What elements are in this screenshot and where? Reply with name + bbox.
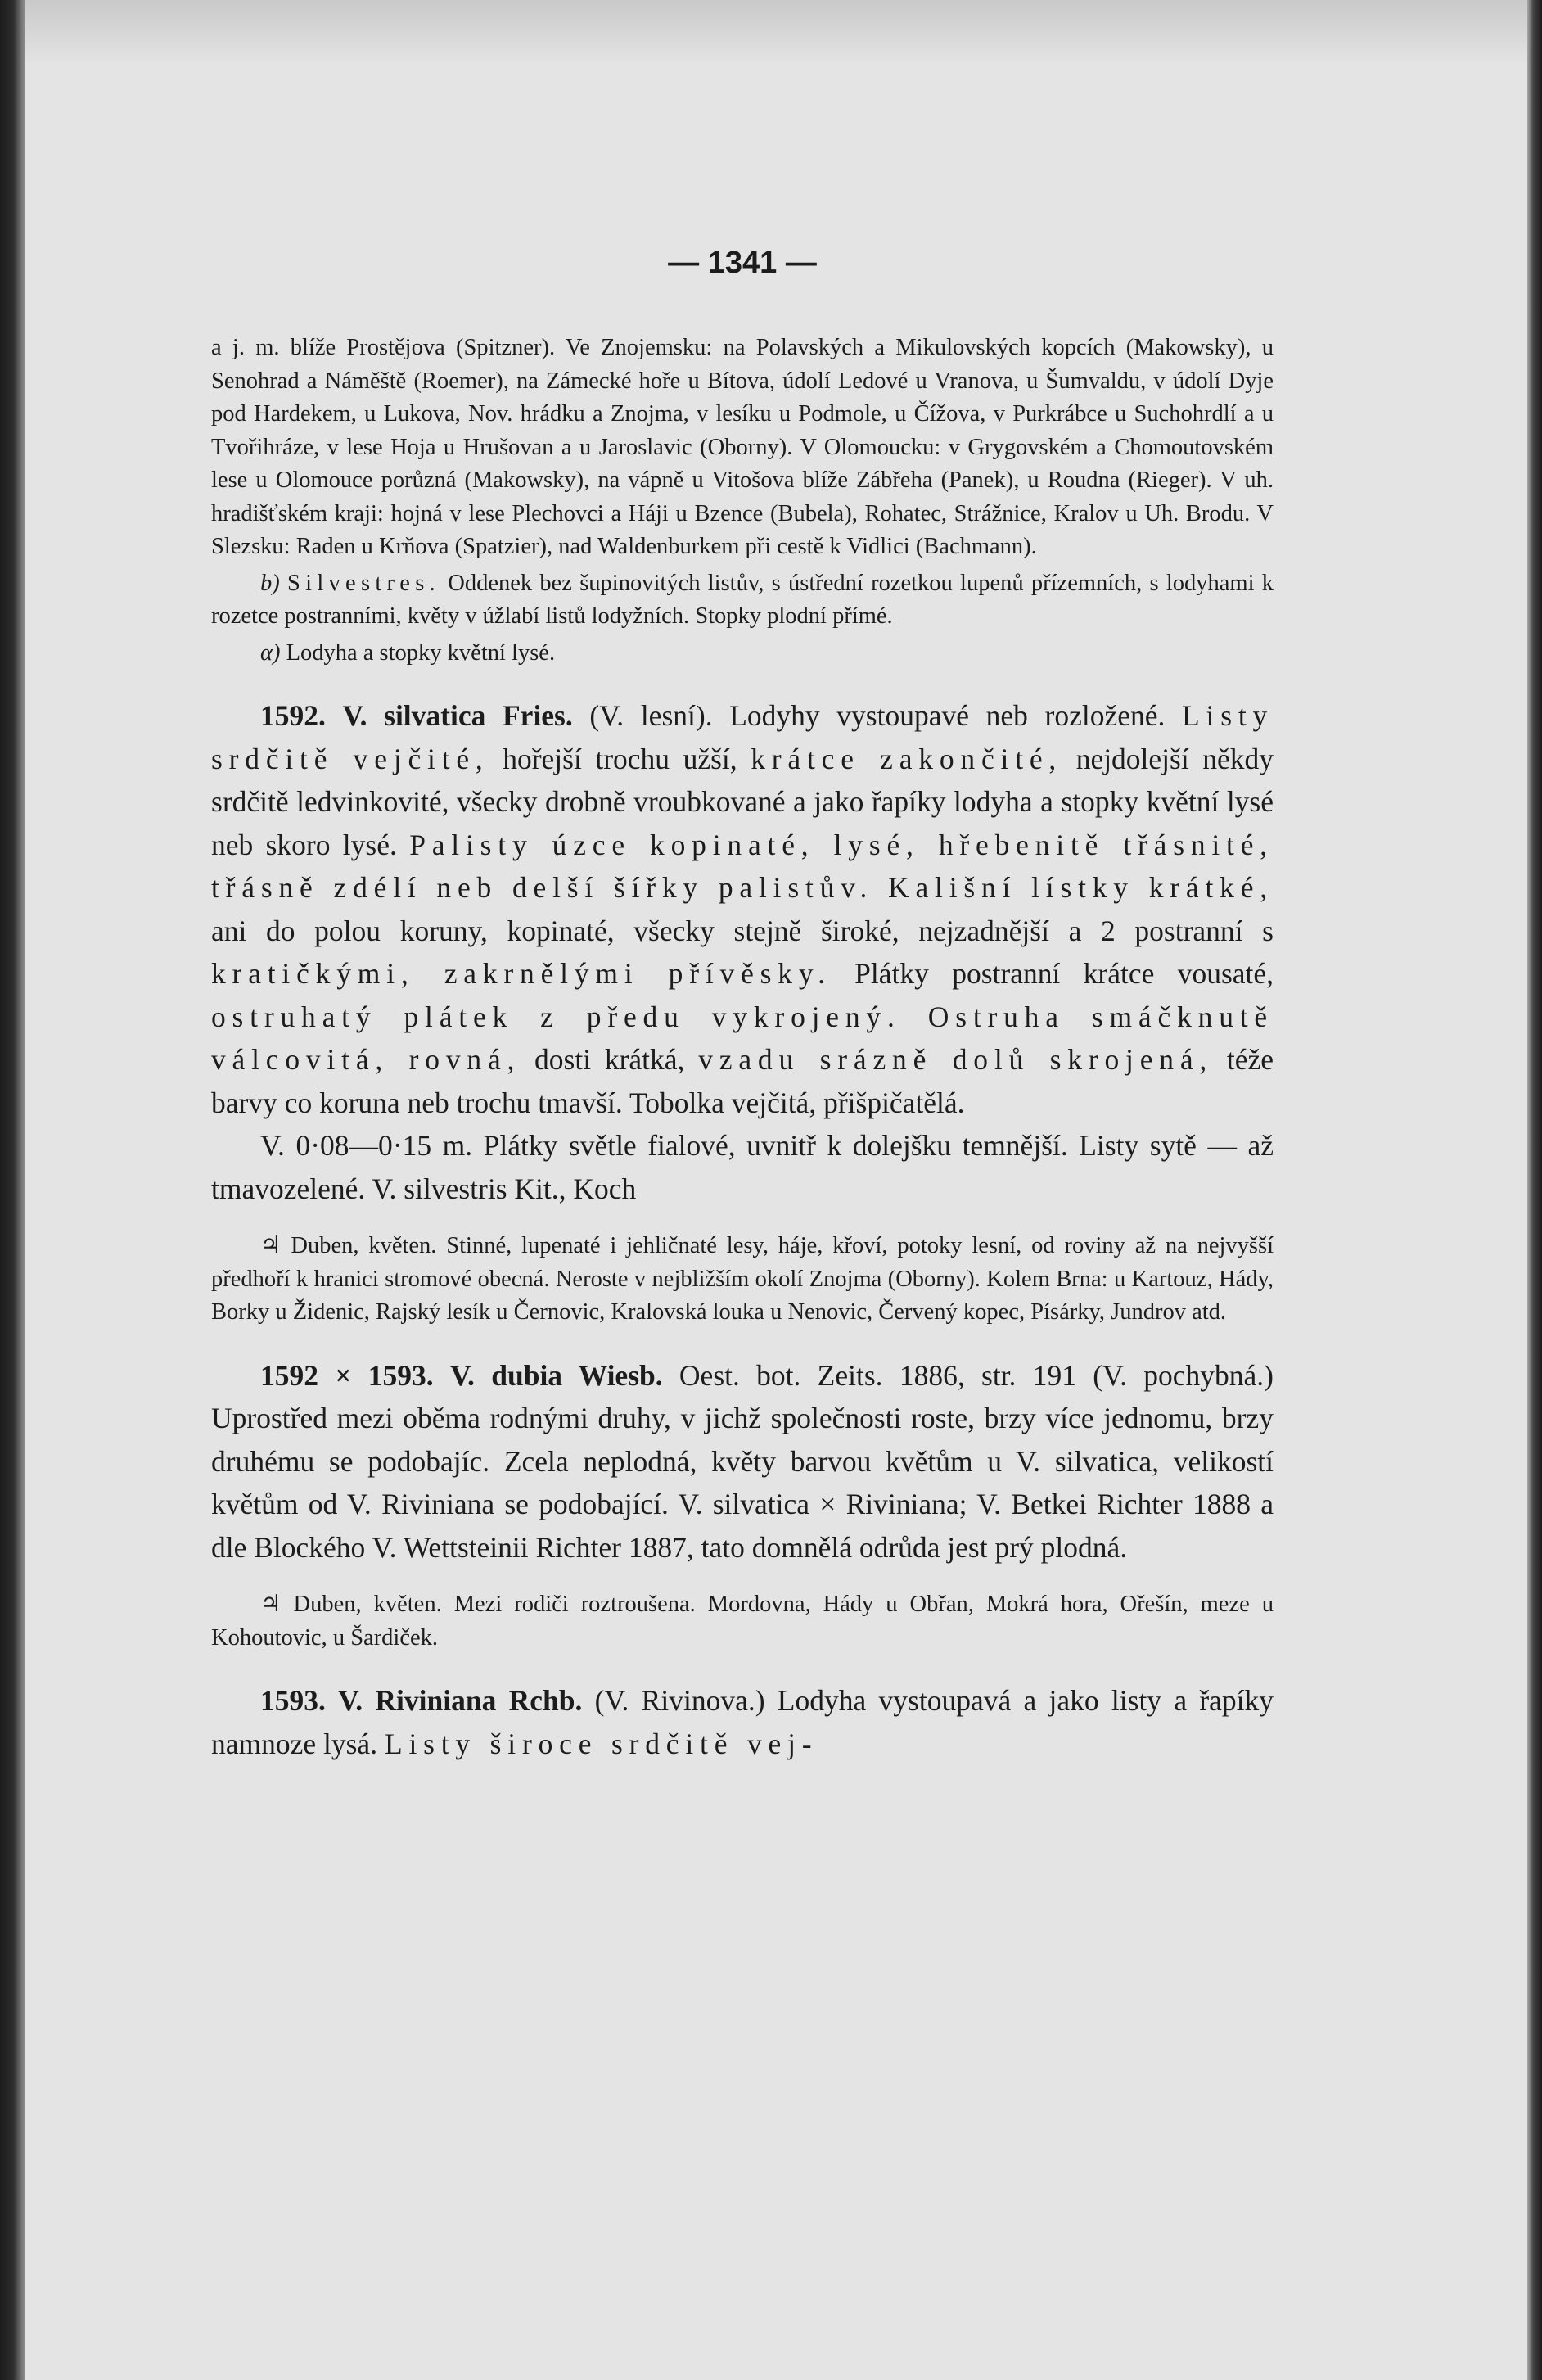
page-number: — 1341 —	[668, 246, 817, 280]
spaced-text: Listy široce srdčitě vej-	[384, 1727, 818, 1760]
section-description: Oddenek bez šupinovitých listův, s ústřední rozetkou lupenů přízemních, s lodyhami k rozetce postranními, květy v úžlabí listů lodyžních. Stopky plodní přímé.	[211, 570, 1274, 629]
description-text: hořejší trochu užší,	[503, 742, 737, 775]
subsection-label: α)	[260, 639, 281, 666]
spaced-text: Listy srdčitě vejčité,	[211, 699, 1274, 775]
hybrid-entry	[211, 1354, 1274, 1655]
species-description	[211, 694, 1274, 1124]
spaced-text: vzadu srázně dolů skrojená,	[698, 1043, 1214, 1076]
species-description	[211, 1679, 1274, 1765]
section-label: b)	[260, 570, 280, 596]
description-text: dosti krátká,	[534, 1043, 685, 1076]
species-genus: V.	[338, 1684, 363, 1717]
spaced-text: krátce zakončité,	[751, 742, 1063, 775]
subsection-alpha	[211, 637, 1274, 671]
section-silvestres	[211, 567, 1274, 634]
description-text: (V. Rivinova.) Lodyha vystoupavá a jako listy a řapíky namnoze lysá.	[211, 1684, 1274, 1760]
spaced-text: kratičkými, zakrnělými přívěsky.	[211, 957, 832, 990]
habitat-note: ♃ Duben, květen. Stinné, lupenaté i jehličnaté lesy, háje, křoví, potoky lesní, od roviny až na nejvyšší předhoří k hranici stromové obecná. Neroste v nejbližším okolí Znojma (Oborny). Kolem Brna: u Kartouz, Hády, Borky u Židenic, Rajský lesík u Černovic, Kralovská louka u Nenovic, Červený kopec, Písárky, Jundrov atd.	[211, 1233, 1274, 1325]
species-entry-1593	[211, 1679, 1274, 1765]
description-text: ani do polou koruny, kopinaté, všecky stejně široké, nejzadnější a 2 postranní s	[211, 914, 1274, 947]
section-heading: Silvestres.	[287, 570, 440, 596]
spaced-text: ostruhatý plátek z předu vykrojený. Ostruha smáčknutě válcovitá, rovná,	[211, 1000, 1274, 1076]
description-text: téže barvy co koruna neb trochu tmavší. Tobolka vejčitá, přišpičatělá.	[211, 1043, 1274, 1119]
species-entry-1592	[211, 694, 1274, 1330]
description-text: Oest. bot. Zeits. 1886, str. 191 (V. pochybná.) Uprostřed mezi oběma rodnými druhy, v jichž společnosti roste, brzy více jednomu, brzy druhému se podobajíc. Zcela neplodná, květy barvou květům u V. silvatica, velikostí květům od V. Riviniana se podobající. V. silvatica × Riviniana; V. Betkei Richter 1888 a dle Blockého V. Wettsteinii Richter 1887, tato domnělá odrůda jest prý plodná.	[211, 1358, 1274, 1564]
description-text: Plátky postranní krátce vousaté,	[854, 957, 1274, 990]
description-text: nejdolejší někdy srdčitě ledvinkovité, všecky drobně vroubkované a jako řapíky lodyha a stopky květní lysé neb skoro lysé.	[211, 742, 1274, 861]
book-page	[211, 246, 1274, 1765]
distribution-paragraph: a j. m. blíže Prostějova (Spitzner). Ve Znojemsku: na Polavských a Mikulovských kopcích (Makowsky), u Senohrad a Náměště (Roemer), na Zámecké hoře u Bítova, údolí Ledové u Vranova, u Šumvaldu, v údolí Dyje pod Hardekem, u Lukova, Nov. hrádku a Znojma, v lesíku u Podmole, u Čížova, v Purkrábce u Suchohrdlí a u Tvořihráze, v lese Hoja u Hrušovan a u Jaroslavic (Oborny). V Olomoucku: v Grygovském a Chomoutovském lese u Olomouce porůzná (Makowsky), na vápně u Vitošova blíže Zábřeha (Panek), u Roudna (Rieger). V uh. hradišťském kraji: hojná v lese Plechovci a Háji u Bzence (Bubela), Rohatec, Strážnice, Kralov u Uh. Brodu. V Slezsku: Raden u Krňova (Spatzier), nad Waldenburkem při cestě k Vidlici (Bachmann).	[211, 335, 1274, 559]
hybrid-name: dubia Wiesb.	[491, 1358, 663, 1392]
species-name: silvatica Fries.	[384, 699, 573, 732]
species-number: 1593.	[260, 1684, 326, 1717]
spaced-text: Palisty úzce kopinaté, lysé, hřebenitě třásnité, třásně zdélí neb delší šířky palistův. Kališní lístky krátké,	[211, 828, 1274, 904]
variety-note: V. 0·08—0·15 m. Plátky světle fialové, uvnitř k dolejšku temnější. Listy sytě — až tmavozelené. V. silvestris Kit., Koch	[211, 1129, 1274, 1205]
species-number: 1592.	[260, 699, 326, 732]
scan-edge-left	[0, 0, 25, 2380]
hybrid-genus: V.	[449, 1358, 475, 1392]
species-genus: V.	[342, 699, 367, 732]
hybrid-number: 1592 × 1593.	[260, 1358, 434, 1392]
subsection-text: Lodyha a stopky květní lysé.	[286, 639, 556, 666]
description-text: (V. lesní). Lodyhy vystoupavé neb rozložené.	[589, 699, 1166, 732]
scan-edge-right	[1527, 0, 1542, 2380]
scan-shadow-top	[0, 0, 1542, 65]
hybrid-description	[211, 1354, 1274, 1569]
species-name: Riviniana Rchb.	[375, 1684, 583, 1717]
habitat-note: ♃ Duben, květen. Mezi rodiči roztroušena. Mordovna, Hády u Obřan, Mokrá hora, Ořešín, meze u Kohoutovic, u Šardiček.	[211, 1592, 1274, 1651]
